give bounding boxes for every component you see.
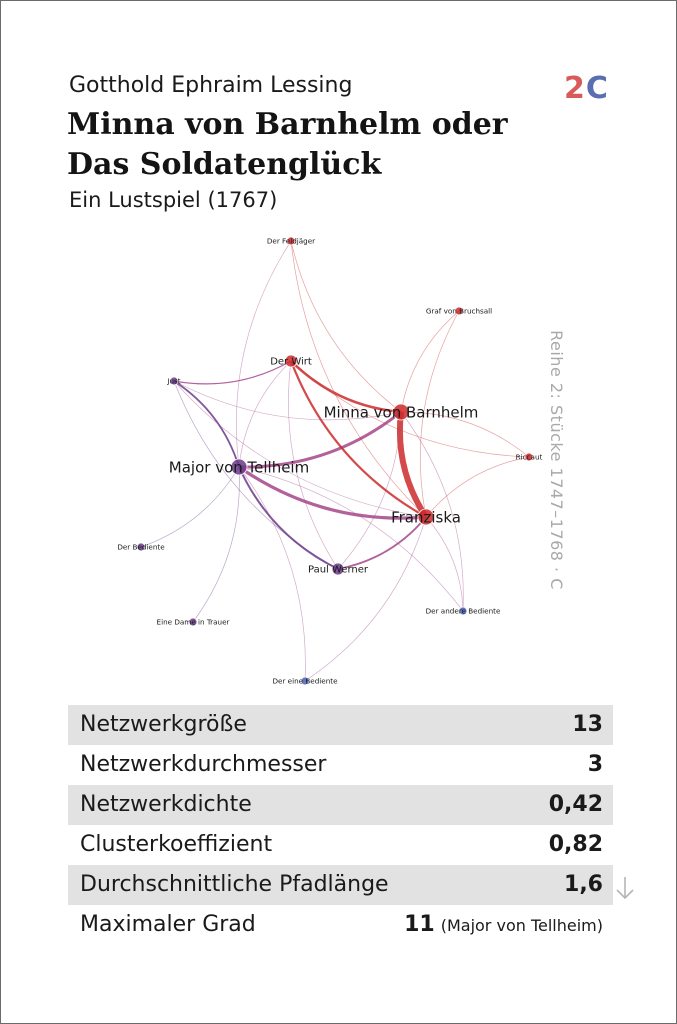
node-label-franziska: Franziska (391, 508, 461, 527)
edge-major-von-tellheim-just (174, 381, 239, 467)
play-title (67, 105, 587, 185)
edge-der-eine-bediente-franziska (305, 517, 426, 681)
stat-label: Netzwerkdichte (80, 792, 252, 817)
subtitle: Ein Lustspiel (1767) (69, 188, 278, 212)
stat-label: Maximaler Grad (80, 912, 256, 937)
edge-major-von-tellheim-paul-werner (239, 467, 338, 569)
series-side-label: Reihe 2: Stücke 1747–1768 · C (547, 330, 566, 590)
series-code-letter: C (585, 71, 609, 106)
stat-value: 1,6 (564, 872, 603, 897)
stat-label: Netzwerkdurchmesser (80, 752, 327, 777)
node-label-der-feldjaeger: Der Feldjäger (266, 236, 316, 246)
node-label-just: Just (167, 376, 181, 386)
edge-der-feldjaeger-major-von-tellheim (236, 241, 291, 467)
edge-graf-von-bruchsall-minna-von-barnhelm (401, 311, 459, 412)
edge-der-bediente-major-von-tellheim (141, 467, 239, 547)
title-line-1: Minna von Barnhelm oder (67, 107, 508, 142)
node-label-paul-werner: Paul Werner (308, 564, 368, 576)
stats-table (68, 705, 613, 945)
stat-value-note: (Major von Tellheim) (440, 916, 603, 935)
character-network (101, 229, 561, 699)
node-label-riccaut: Riccaut (515, 452, 543, 462)
node-label-der-andere-bediente: Der andere Bediente (425, 606, 501, 616)
node-label-eine-dame-in-trauer: Eine Dame in Trauer (156, 617, 230, 627)
stat-value: 3 (587, 752, 603, 777)
edge-eine-dame-in-trauer-major-von-tellheim (193, 467, 239, 622)
series-code-digit: 2 (564, 71, 586, 106)
author: Gotthold Ephraim Lessing (69, 73, 353, 98)
edge-der-andere-bediente-franziska (426, 517, 463, 611)
stat-label: Netzwerkgröße (80, 712, 247, 737)
node-label-minna-von-barnhelm: Minna von Barnhelm (323, 403, 479, 422)
edge-der-wirt-major-von-tellheim (239, 361, 291, 467)
stat-row-network-diameter (68, 745, 613, 785)
node-label-der-eine-bediente: Der eine Bediente (272, 676, 338, 686)
stat-value-number: 11 (404, 912, 435, 937)
stat-value (404, 905, 603, 946)
stat-label: Clusterkoeffizient (80, 832, 273, 857)
node-label-graf-von-bruchsall: Graf von Bruchsall (425, 306, 493, 316)
stat-value: 13 (572, 712, 603, 737)
stat-row-clustering (68, 825, 613, 865)
stat-row-network-size (68, 705, 613, 745)
stat-row-max-degree (68, 905, 613, 945)
stat-label: Durchschnittliche Pfadlänge (80, 872, 389, 897)
title-line-2: Das Soldatenglück (67, 147, 382, 182)
stat-value: 0,82 (548, 832, 603, 857)
node-label-major-von-tellheim: Major von Tellheim (168, 458, 310, 477)
stat-row-average-path-length (68, 865, 613, 905)
arrow-down-icon[interactable] (614, 874, 636, 902)
stat-row-network-density (68, 785, 613, 825)
stat-value: 0,42 (548, 792, 603, 817)
edge-der-feldjaeger-minna-von-barnhelm (291, 241, 401, 412)
node-label-der-bediente: Der Bediente (117, 542, 165, 552)
node-label-der-wirt: Der Wirt (270, 356, 312, 368)
edge-paul-werner-minna-von-barnhelm (338, 412, 401, 569)
series-code (564, 71, 609, 106)
network-labels (117, 237, 542, 686)
